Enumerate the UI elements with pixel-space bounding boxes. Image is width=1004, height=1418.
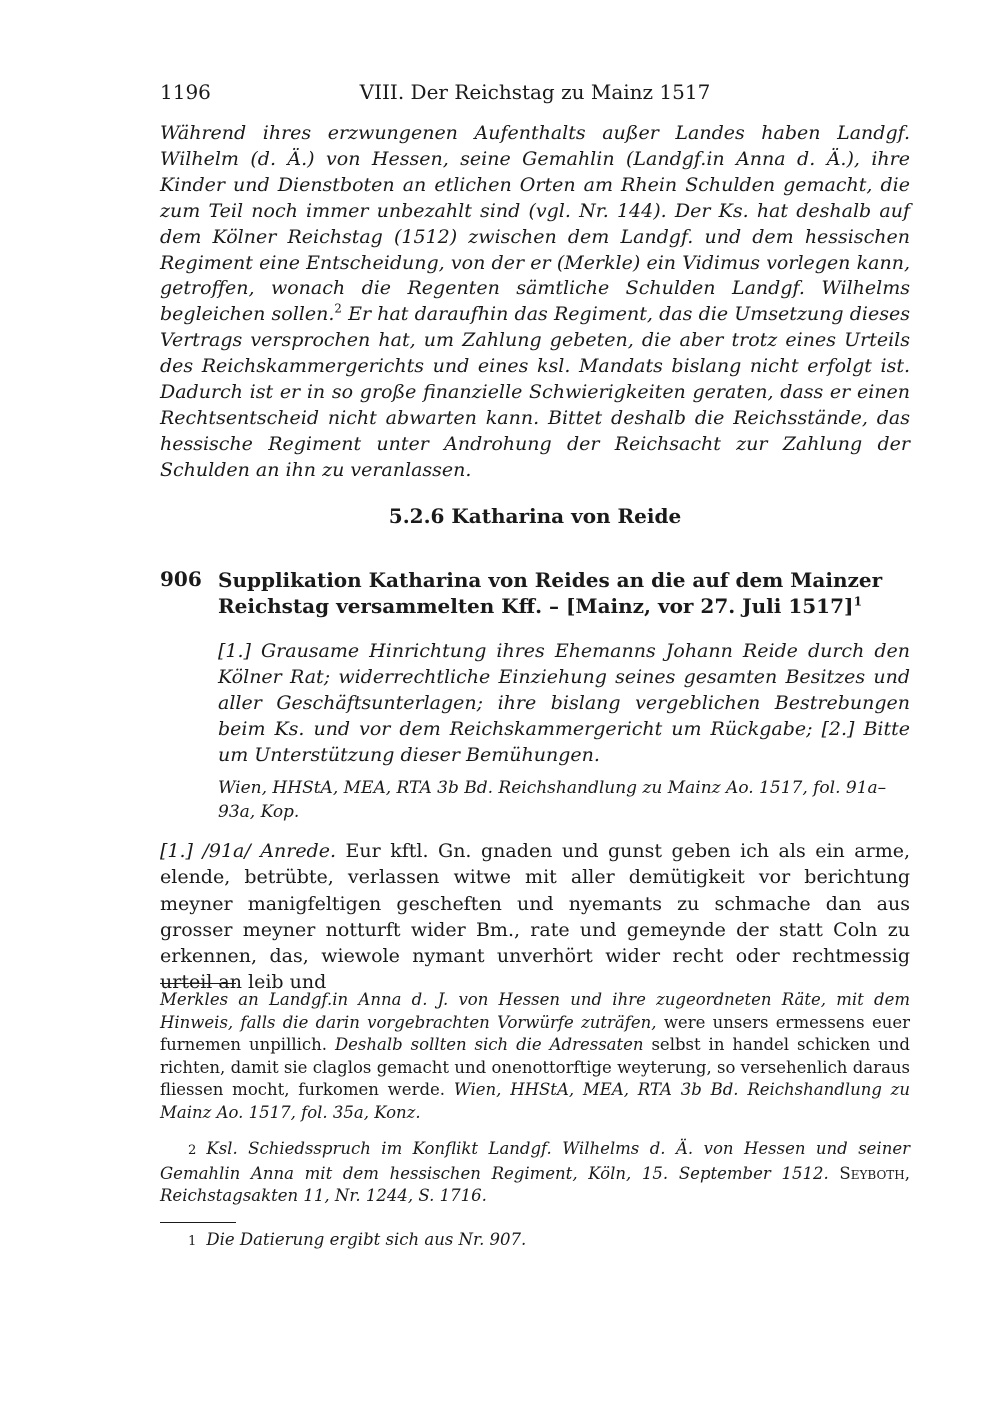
footnote-1 [160,1229,910,1254]
footnote-reference-1[interactable]: 1 [853,593,863,609]
footnote-cont-roman-2: selbst in handel schicken und richten, damit sie claglos gemacht und onenottorftige weyterung, so versehenlich daraus fliessen mocht, furkomen werde. [160,1035,910,1100]
page-number: 1196 [160,80,211,104]
text-lead-marker: [1.] /91a/ Anrede. [160,840,337,862]
footnote-2-mark: 2 [188,1143,197,1158]
footnote-divider-2 [160,1222,236,1223]
previous-document-summary [160,121,910,484]
footnote-2-text-2: Reichstagsakten 11, Nr. 1244, S. 1716. [160,1186,487,1206]
footnote-2 [160,1138,910,1208]
source-citation: Wien, HHStA, MEA, RTA 3b Bd. Reichshandlung zu Mainz Ao. 1517, fol. 91a–93a, Kop. [218,778,887,822]
document-title [218,567,910,619]
summary-text-part-1: Während ihres erzwungenen Aufenthalts außer Landes haben Landgf. Wilhelm (d. Ä.) von Hessen, seine Gemahlin (Landgf.in Anna d. Ä.), ihre Kinder und Dienstboten an etlichen Orten am Rhein Schulden gemacht, die zum Teil noch immer unbezahlt sind (vgl. Nr. 144). Der Ks. hat deshalb auf dem Kölner Reichstag (1512) zwischen dem Landgf. und dem hessischen Regiment eine Entscheidung, von der er (Merkle) ein Vidimus vorlegen kann, getroffen, wonach die Regenten sämtliche Schulden Landgf. Wilhelms begleichen sollen. [160,122,910,326]
footnote-2-author: Seyboth, [828,1163,911,1183]
document-abstract: [1.] Grausame Hinrichtung ihres Ehemanns Johann Reide durch den Kölner Rat; widerrechtliche Einziehung seines gesamten Besitzes und aller Geschäftsunterlagen; ihre bislang vergeblichen Bestrebungen beim Ks. und vor dem Reichskammergericht um Rückgabe; [2.] Bitte um Unterstützung dieser Bemühungen. [218,640,910,766]
footnote-reference-2[interactable]: 2 [334,302,342,317]
footnote-continuation [160,989,910,1125]
document-title-text: Supplikation Katharina von Reides an die auf dem Mainzer Reichstag versammelten Kff. – [Mainz, vor 27. Juli 1517] [218,568,883,618]
text-body: Eur kftl. Gn. gnaden und gunst geben ich als ein arme, elende, betrübte, verlassen witwe mit aller demütigkeit vor berichtung meyner manigfeltigen gescheften und nyemants zu schmache dan aus grosser meyner notturft wider Bm., rate und gemeynde der statt Coln zu erkennen, das, wiewole nymant unverhört wider recht oder rechtmessig urteil an leib und [160,840,910,994]
summary-text-part-2: Er hat daraufhin das Regiment, das die Umsetzung dieses Vertrags versprochen hat, um Zahlung gebeten, die aber trotz eines Urteils des Reichskammergerichts und eines ksl. Mandats bislang nicht erfolgt ist. Dadurch ist er in so große finanzielle Schwierigkeiten geraten, dass er einen Rechtsentscheid nicht abwarten kann. Bittet deshalb die Reichsstände, das hessische Regiment unter Androhung der Reichsacht zur Zahlung der Schulden an ihn zu veranlassen. [160,303,910,481]
footnote-cont-italic-1: Merkles an Landgf.in Anna d. J. von Hessen und ihre zugeordneten Räte, mit dem Hinweis, falls die darin vorgebrachten Vorwürfe zuträfen, [160,990,910,1032]
document-text [160,838,910,996]
footnote-cont-italic-3: Wien, HHStA, MEA, RTA 3b Bd. Reichshandlung zu Mainz Ao. 1517, fol. 35a, Konz. [160,1080,911,1122]
footnote-divider [160,983,236,984]
running-title: VIII. Der Reichstag zu Mainz 1517 [359,80,711,104]
footnote-1-mark: 1 [188,1234,197,1249]
document-number: 906 [160,567,202,591]
footnote-cont-italic-2: Deshalb sollten sich die Adressaten [334,1035,644,1055]
footnote-cont-roman-1: were unsers ermessens euer furnemen unpillich. [160,1012,910,1055]
footnote-2-text-1: Ksl. Schiedsspruch im Konflikt Landgf. Wilhelms d. Ä. von Hessen und seiner Gemahlin Anna mit dem hessischen Regiment, Köln, 15. September 1512. [160,1139,910,1183]
running-header [160,80,910,106]
footnote-1-text: Die Datierung ergibt sich aus Nr. 907. [206,1230,527,1249]
section-heading: 5.2.6 Katharina von Reide [388,504,682,528]
